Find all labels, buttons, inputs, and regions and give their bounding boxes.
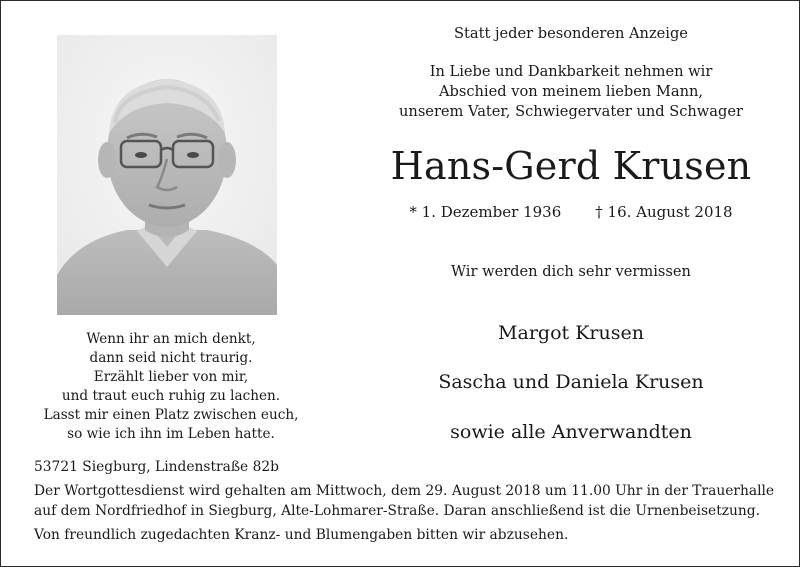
service-info	[34, 481, 784, 521]
poem-line: dann seid nicht traurig.	[89, 350, 253, 366]
poem-line: und traut euch ruhig zu lachen.	[61, 388, 281, 404]
deceased-name: Hans-Gerd Krusen	[390, 144, 752, 188]
service-line: Der Wortgottesdienst wird gehalten am Mittwoch, dem 29. August 2018 um 11.00 Uhr in der Trauerhalle	[34, 483, 775, 499]
intro-line: Abschied von meinem lieben Mann,	[438, 83, 704, 100]
poem-line: Wenn ihr an mich denkt,	[86, 331, 256, 347]
birth-date: * 1. Dezember 1936	[409, 203, 562, 221]
intro-line: In Liebe und Dankbarkeit nehmen wir	[429, 63, 713, 80]
poem-line: Lasst mir einen Platz zwischen euch,	[43, 407, 299, 423]
header-note: Statt jeder besonderen Anzeige	[454, 25, 688, 42]
poem	[21, 330, 321, 444]
family-address: 53721 Siegburg, Lindenstraße 82b	[34, 459, 279, 475]
intro-text	[371, 62, 771, 122]
miss-line: Wir werden dich sehr vermissen	[451, 263, 691, 280]
intro-line: unserem Vater, Schwiegervater und Schwager	[399, 103, 743, 120]
mourner-name: sowie alle Anverwandten	[450, 421, 692, 443]
service-line: auf dem Nordfriedhof in Siegburg, Alte-Lohmarer-Straße. Daran anschließend ist die Urnenbeisetzung.	[34, 503, 761, 519]
closing-note: Von freundlich zugedachten Kranz- und Blumengaben bitten wir abzusehen.	[34, 527, 569, 543]
portrait-photo	[57, 35, 277, 315]
death-date: † 16. August 2018	[595, 203, 733, 221]
life-dates	[371, 203, 771, 221]
poem-line: Erzählt lieber von mir,	[93, 369, 249, 385]
poem-line: so wie ich ihn im Leben hatte.	[67, 426, 275, 442]
mourner-name: Sascha und Daniela Krusen	[438, 371, 704, 393]
mourner-name: Margot Krusen	[498, 322, 644, 344]
portrait-illustration	[57, 35, 277, 315]
